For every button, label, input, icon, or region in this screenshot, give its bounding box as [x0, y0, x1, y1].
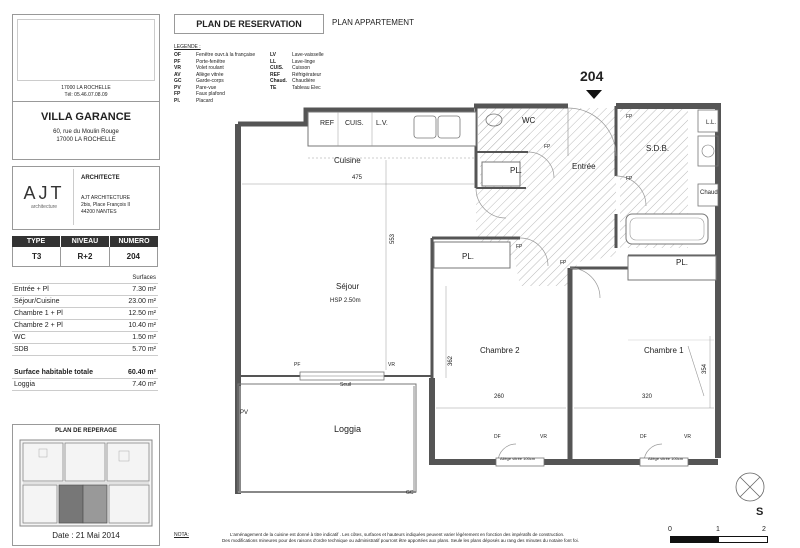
label-pl-chambre1: PL.	[676, 258, 689, 267]
info-table-values	[12, 247, 158, 267]
apartment-number: 204	[580, 68, 604, 84]
label-lv: L.V.	[376, 120, 388, 127]
label-df-ch2: DF	[494, 434, 501, 440]
note-line-2: Des modifications mineures pour des raisons d'ordre technique ou administratif pourront être apportées aux plans. Seule les plans déposés au rang des minutes du notaire font foi.	[222, 538, 579, 543]
label-df-ch1: DF	[640, 434, 647, 440]
legend-entry: VR Volet roulant	[174, 65, 224, 71]
project-address-1: 60, rue du Moulin Rouge	[53, 129, 119, 135]
label-sejour: Séjour	[336, 282, 360, 291]
label-fp-ch2: FP	[516, 244, 523, 250]
legend-entry: AV Allège vitrée	[174, 71, 224, 78]
legend-entry: Pl. Placard	[174, 97, 213, 104]
info-table-header	[12, 236, 158, 247]
legend-entry: OF Fenêtre ouvr.à la française	[174, 52, 256, 58]
architect-logo	[15, 169, 74, 225]
legend-entry: Chaud. Chaudière	[270, 78, 316, 84]
label-ll: L.L.	[706, 120, 717, 126]
legend-entry: FP Faux plafond	[174, 91, 225, 97]
label-loggia: Loggia	[334, 424, 362, 434]
dim-362: 362	[448, 355, 455, 367]
label-ref: REF	[320, 120, 334, 127]
reperage-title: PLAN DE REPERAGE	[55, 428, 117, 434]
legend-title: LEGENDE :	[174, 44, 201, 50]
legend-entry: LV Lave-vaisselle	[270, 52, 324, 58]
surface-row	[12, 296, 158, 308]
surface-loggia-label: Loggia	[12, 379, 117, 391]
project-name: VILLA GARANCE	[40, 111, 132, 123]
note-label: NOTA:	[174, 532, 189, 538]
surface-label: Séjour/Cuisine	[12, 296, 117, 308]
surface-row	[12, 284, 158, 296]
label-vr-ch2: VR	[540, 434, 547, 440]
surfaces-table	[12, 272, 158, 391]
header-title-box	[174, 14, 324, 34]
info-header-numero: NUMERO	[109, 236, 158, 247]
legend-entry: PF Porte-fenêtre	[174, 58, 226, 65]
legend-entry: TE Tableau Elec	[270, 84, 321, 91]
label-chambre2: Chambre 2	[480, 346, 520, 355]
agency-address: 17000 LA ROCHELLE	[61, 85, 111, 91]
bathtub	[626, 214, 708, 244]
scale-bar	[670, 536, 768, 543]
label-gc: GC	[406, 490, 414, 496]
surface-total-value: 60.40 m²	[117, 367, 158, 379]
label-pl-chambre2: PL.	[462, 252, 475, 261]
legend-entry: LL Lave-linge	[270, 58, 316, 65]
project-address-2: 17000 LA ROCHELLE	[56, 137, 116, 143]
surfaces-header-row	[12, 272, 158, 284]
legend	[174, 44, 374, 104]
info-value-type: T3	[31, 252, 42, 261]
label-vr-ch1: VR	[684, 434, 691, 440]
agency-phone: Tél: 05.46.07.08.09	[64, 92, 108, 98]
info-table	[12, 236, 158, 267]
surface-total-row	[12, 367, 158, 379]
dim-260: 260	[494, 394, 505, 400]
dim-320: 320	[642, 394, 653, 400]
surfaces-header-right: Surfaces	[117, 272, 158, 284]
surface-spacer-row	[12, 356, 158, 368]
label-allege-ch2: Allège vitrée 100cm	[500, 456, 536, 461]
dim-475: 475	[352, 175, 363, 181]
dim-354: 354	[702, 363, 709, 375]
label-fp-wc: FP	[544, 144, 551, 150]
surface-label: WC	[12, 332, 117, 344]
label-wc: WC	[522, 116, 536, 125]
page-subtitle: PLAN APPARTEMENT	[332, 18, 414, 27]
architect-box	[12, 166, 160, 230]
scale-tick-2: 2	[762, 526, 766, 533]
architect-label: ARCHITECTE	[81, 175, 120, 181]
info-value-numero: 204	[109, 247, 157, 266]
label-fp-sdb: FP	[626, 176, 633, 182]
surface-label: Chambre 2 + Pl	[12, 320, 117, 332]
surface-value: 23.00 m²	[117, 296, 158, 308]
surface-row	[12, 344, 158, 356]
info-value-niveau: R+2	[60, 247, 108, 266]
label-chambre1: Chambre 1	[644, 346, 684, 355]
surface-value: 1.50 m²	[117, 332, 158, 344]
legend-entry: PV Pare-vue	[174, 84, 217, 91]
placard-chambre1	[628, 256, 716, 280]
architect-address-1: 2bis, Place François II	[81, 202, 131, 208]
surface-label: Chambre 1 + Pl	[12, 308, 117, 320]
agency-logo-area	[17, 19, 155, 81]
architect-name: AJT ARCHITECTURE	[81, 195, 131, 201]
label-pl-entree: PL.	[510, 166, 523, 175]
project-divider	[13, 101, 159, 102]
surface-row	[12, 320, 158, 332]
architect-logo-text: AJT	[23, 183, 65, 203]
surfaces-grid	[12, 272, 158, 391]
surface-total-label: Surface habitable totale	[12, 367, 117, 379]
surface-row	[12, 308, 158, 320]
architect-address-2: 44200 NANTES	[81, 209, 117, 215]
surface-loggia-value: 7.40 m²	[117, 379, 158, 391]
surface-value: 5.70 m²	[117, 344, 158, 356]
surface-loggia-row	[12, 379, 158, 391]
info-header-niveau: NIVEAU	[60, 236, 109, 247]
dim-553: 553	[390, 233, 397, 245]
label-fp-ch1: FP	[560, 260, 567, 266]
label-fp-entree: FP	[626, 114, 633, 120]
compass-icon	[728, 470, 772, 504]
surface-label: SDB	[12, 344, 117, 356]
info-header-type: TYPE	[12, 236, 60, 247]
label-cuis: CUIS.	[345, 120, 364, 127]
page-title: PLAN DE RESERVATION	[196, 19, 302, 29]
compass-label: S	[756, 506, 764, 518]
label-entree: Entrée	[572, 162, 596, 171]
label-cuisine: Cuisine	[334, 156, 361, 165]
scale-tick-0: 0	[668, 526, 672, 533]
label-vr-sejour: VR	[388, 362, 395, 368]
label-sdb: S.D.B.	[646, 144, 670, 153]
reperage-map	[19, 439, 153, 527]
legend-entry: REF Réfrigérateur	[270, 71, 322, 78]
agency-box	[12, 14, 160, 160]
label-allege-ch1: Allège vitrée 100cm	[648, 456, 684, 461]
reperage-date: Date : 21 Mai 2014	[52, 531, 120, 540]
surface-row	[12, 332, 158, 344]
surface-value: 10.40 m²	[117, 320, 158, 332]
scale-tick-1: 1	[716, 526, 720, 533]
label-hsp: HSP 2.50m	[330, 298, 361, 304]
label-pf: PF	[294, 362, 301, 368]
label-seuil: Seuil	[340, 382, 352, 388]
loggia-area	[238, 384, 416, 492]
surface-label: Entrée + Pl	[12, 284, 117, 296]
kitchen-counter	[308, 112, 476, 146]
surface-value: 12.50 m²	[117, 308, 158, 320]
legend-entry: GC Garde-corps	[174, 78, 224, 84]
reperage-box	[12, 424, 160, 546]
surface-value: 7.30 m²	[117, 284, 158, 296]
note-line-1: L'aménagement de la cuisine est donné à titre indicatif . Les côtes, surfaces et hauteurs indiquées peuvent varier légèrement en fonction des impératifs de construction.	[230, 532, 565, 537]
surfaces-header-left	[12, 272, 117, 284]
label-chaud: Chaud	[700, 190, 718, 196]
legend-entry: CUIS. Cuisson	[270, 65, 311, 71]
label-pv: PV	[240, 410, 249, 416]
architect-logo-sub: architecture	[30, 204, 58, 210]
floor-plan	[228, 96, 728, 502]
